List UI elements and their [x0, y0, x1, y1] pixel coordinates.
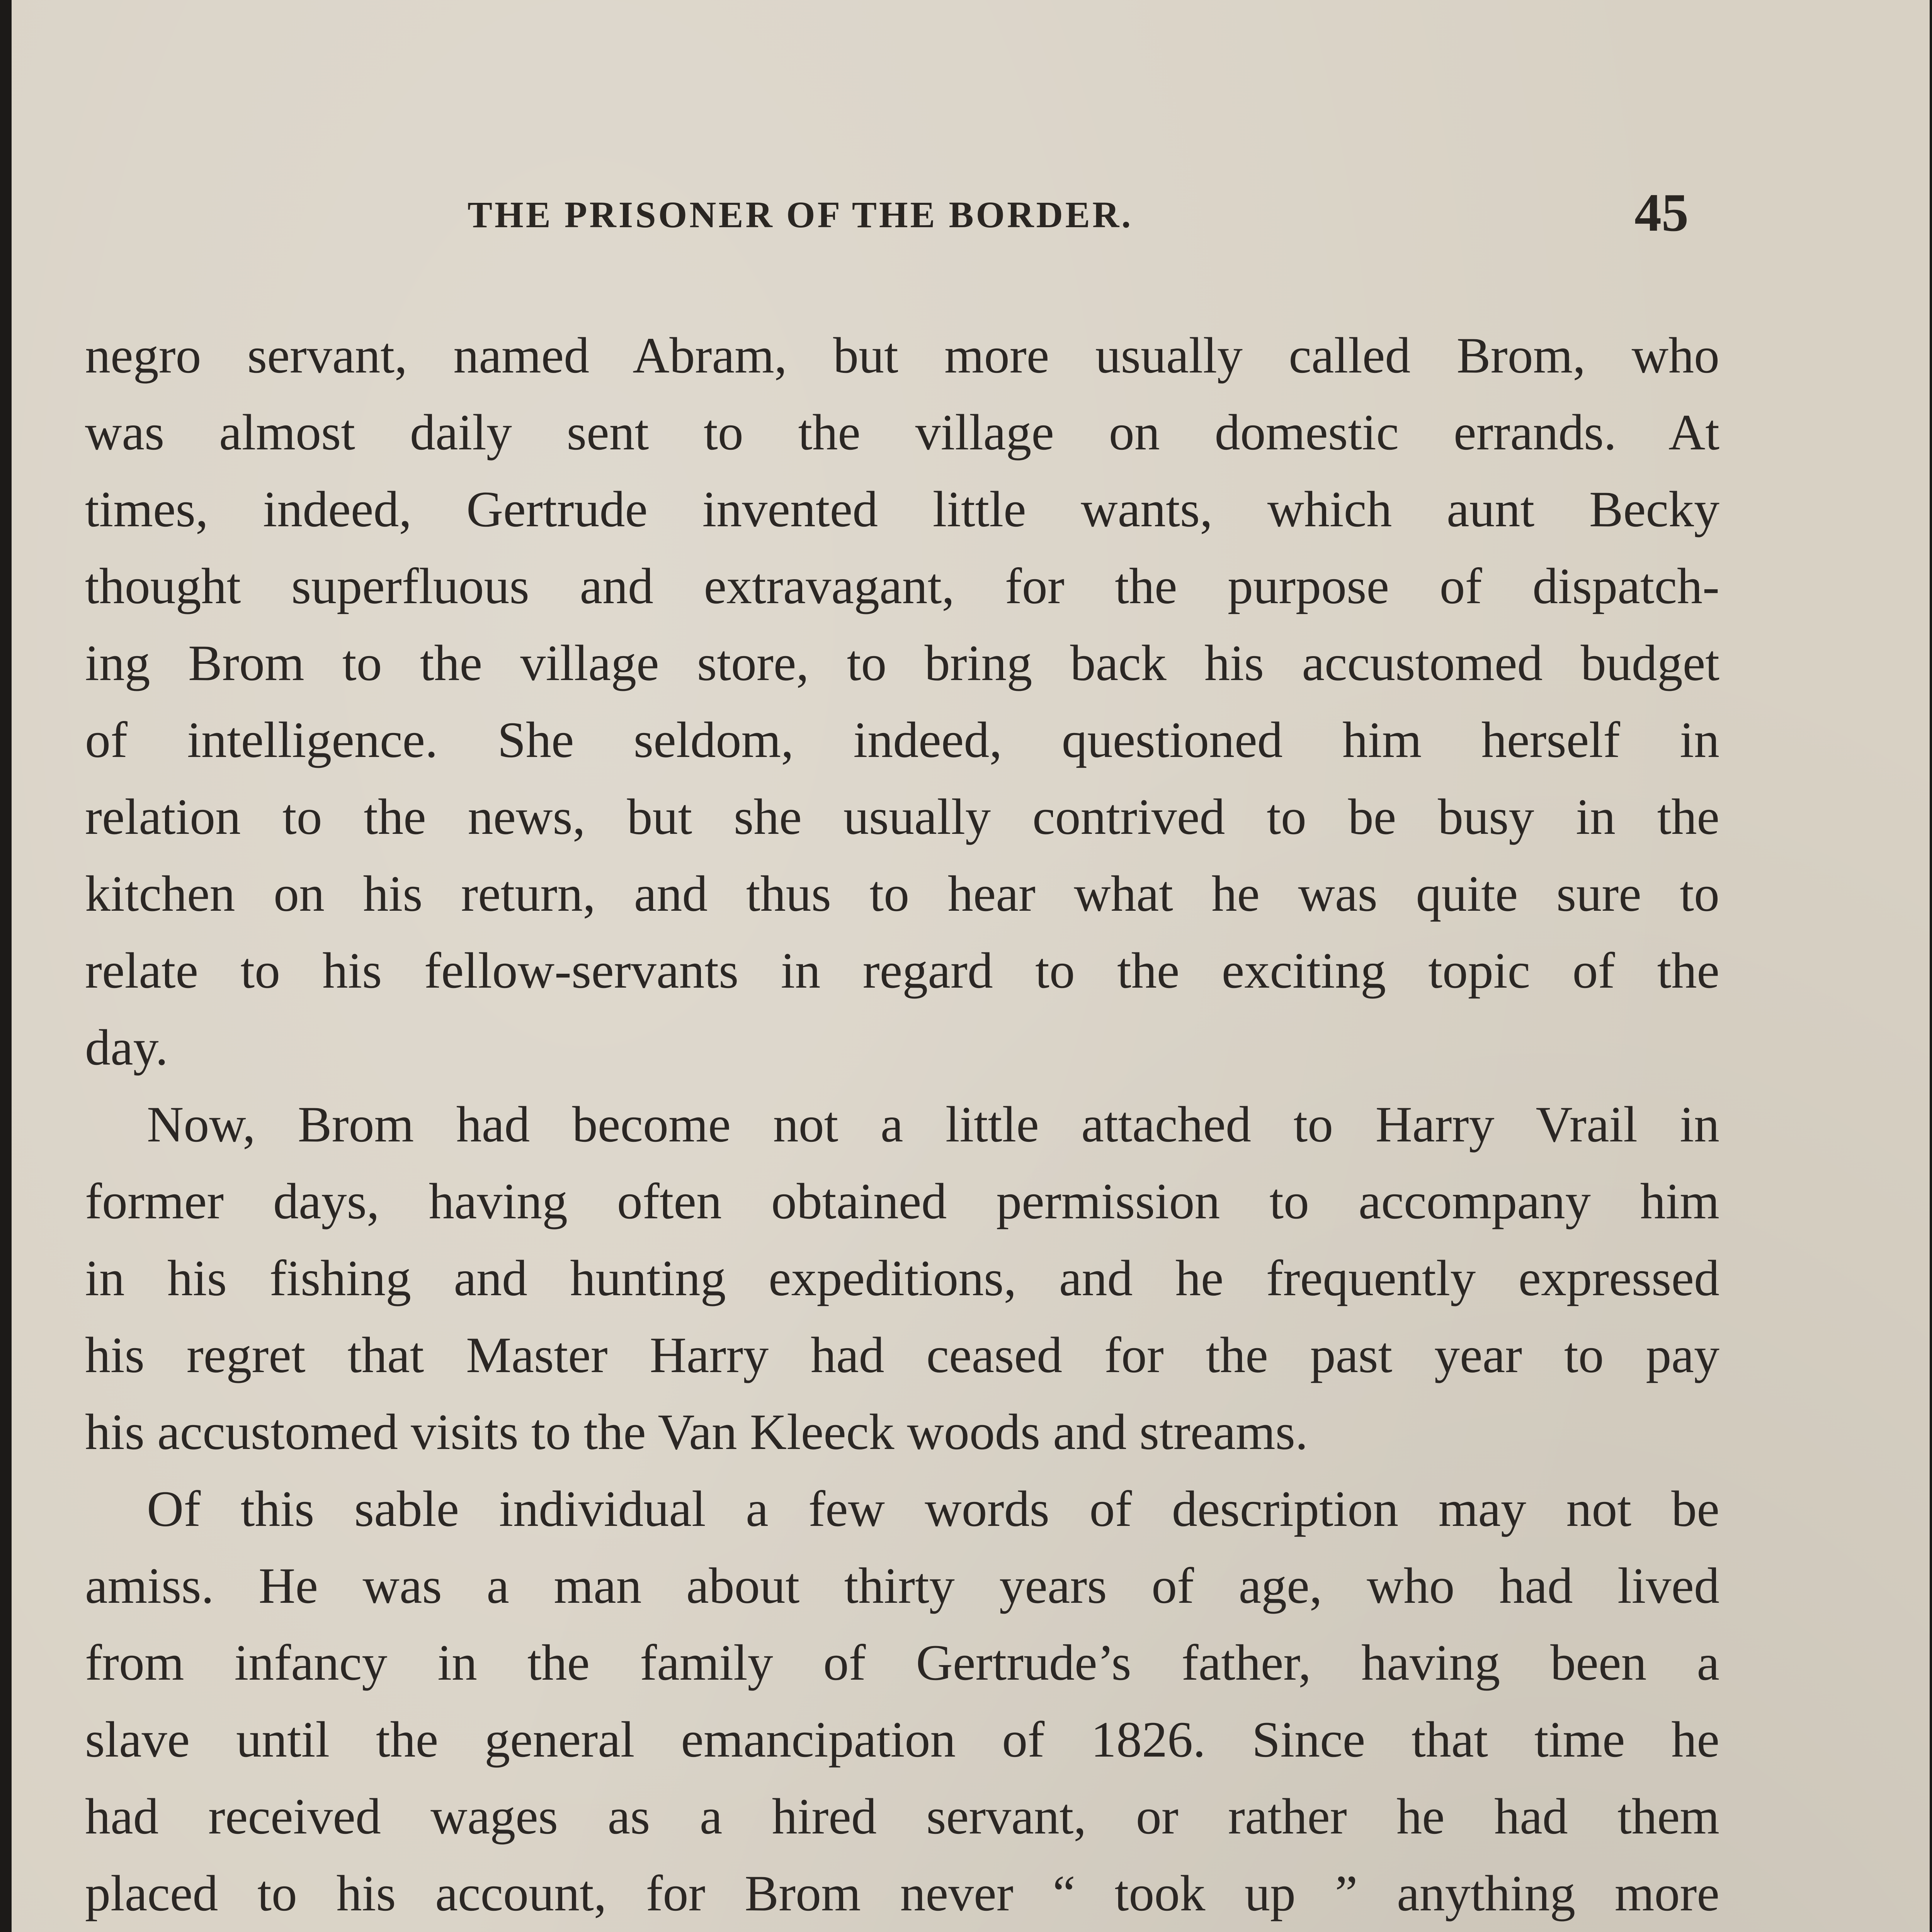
- text-line: Of this sable individual a few words of description may not be: [147, 1480, 1719, 1537]
- text-line: kitchen on his return, and thus to hear what he was quite sure to: [85, 865, 1719, 922]
- text-line: in his fishing and hunting expeditions, and he frequently expressed: [85, 1250, 1719, 1306]
- text-line: placed to his account, for Brom never “ took up ” anything more: [85, 1865, 1719, 1922]
- book-page: [12, 0, 1930, 1932]
- body-text: [85, 317, 1719, 1932]
- text-line: slave until the general emancipation of 1826. Since that time he: [85, 1711, 1719, 1768]
- text-line: times, indeed, Gertrude invented little wants, which aunt Becky: [85, 481, 1719, 537]
- text-line: from infancy in the family of Gertrude’s father, having been a: [85, 1634, 1719, 1691]
- text-line: negro servant, named Abram, but more usually called Brom, who: [85, 327, 1719, 384]
- text-line: his regret that Master Harry had ceased for the past year to pay: [85, 1327, 1719, 1383]
- text-line: day.: [85, 1019, 168, 1076]
- text-line: amiss. He was a man about thirty years of age, who had lived: [85, 1557, 1719, 1614]
- text-line: thought superfluous and extravagant, for the purpose of dispatch-: [85, 558, 1719, 614]
- text-line: ing Brom to the village store, to bring back his accustomed budget: [85, 634, 1719, 691]
- paragraph: [85, 1086, 1719, 1470]
- running-head: THE PRISONER OF THE BORDER.: [468, 194, 1133, 235]
- text-line: relation to the news, but she usually contrived to be busy in the: [85, 788, 1719, 845]
- text-line: Now, Brom had become not a little attached to Harry Vrail in: [147, 1096, 1719, 1153]
- text-line: relate to his fellow-servants in regard to the exciting topic of the: [85, 942, 1719, 999]
- paragraph: [85, 1470, 1719, 1932]
- text-line: former days, having often obtained permission to accompany him: [85, 1173, 1719, 1230]
- page-number: 45: [1634, 183, 1689, 243]
- text-line: his accustomed visits to the Van Kleeck woods and streams.: [85, 1403, 1308, 1460]
- paragraph: [85, 317, 1719, 1086]
- text-line: had received wages as a hired servant, or rather he had them: [85, 1788, 1719, 1845]
- text-line: was almost daily sent to the village on domestic errands. At: [85, 404, 1719, 461]
- text-line: of intelligence. She seldom, indeed, questioned him herself in: [85, 711, 1719, 768]
